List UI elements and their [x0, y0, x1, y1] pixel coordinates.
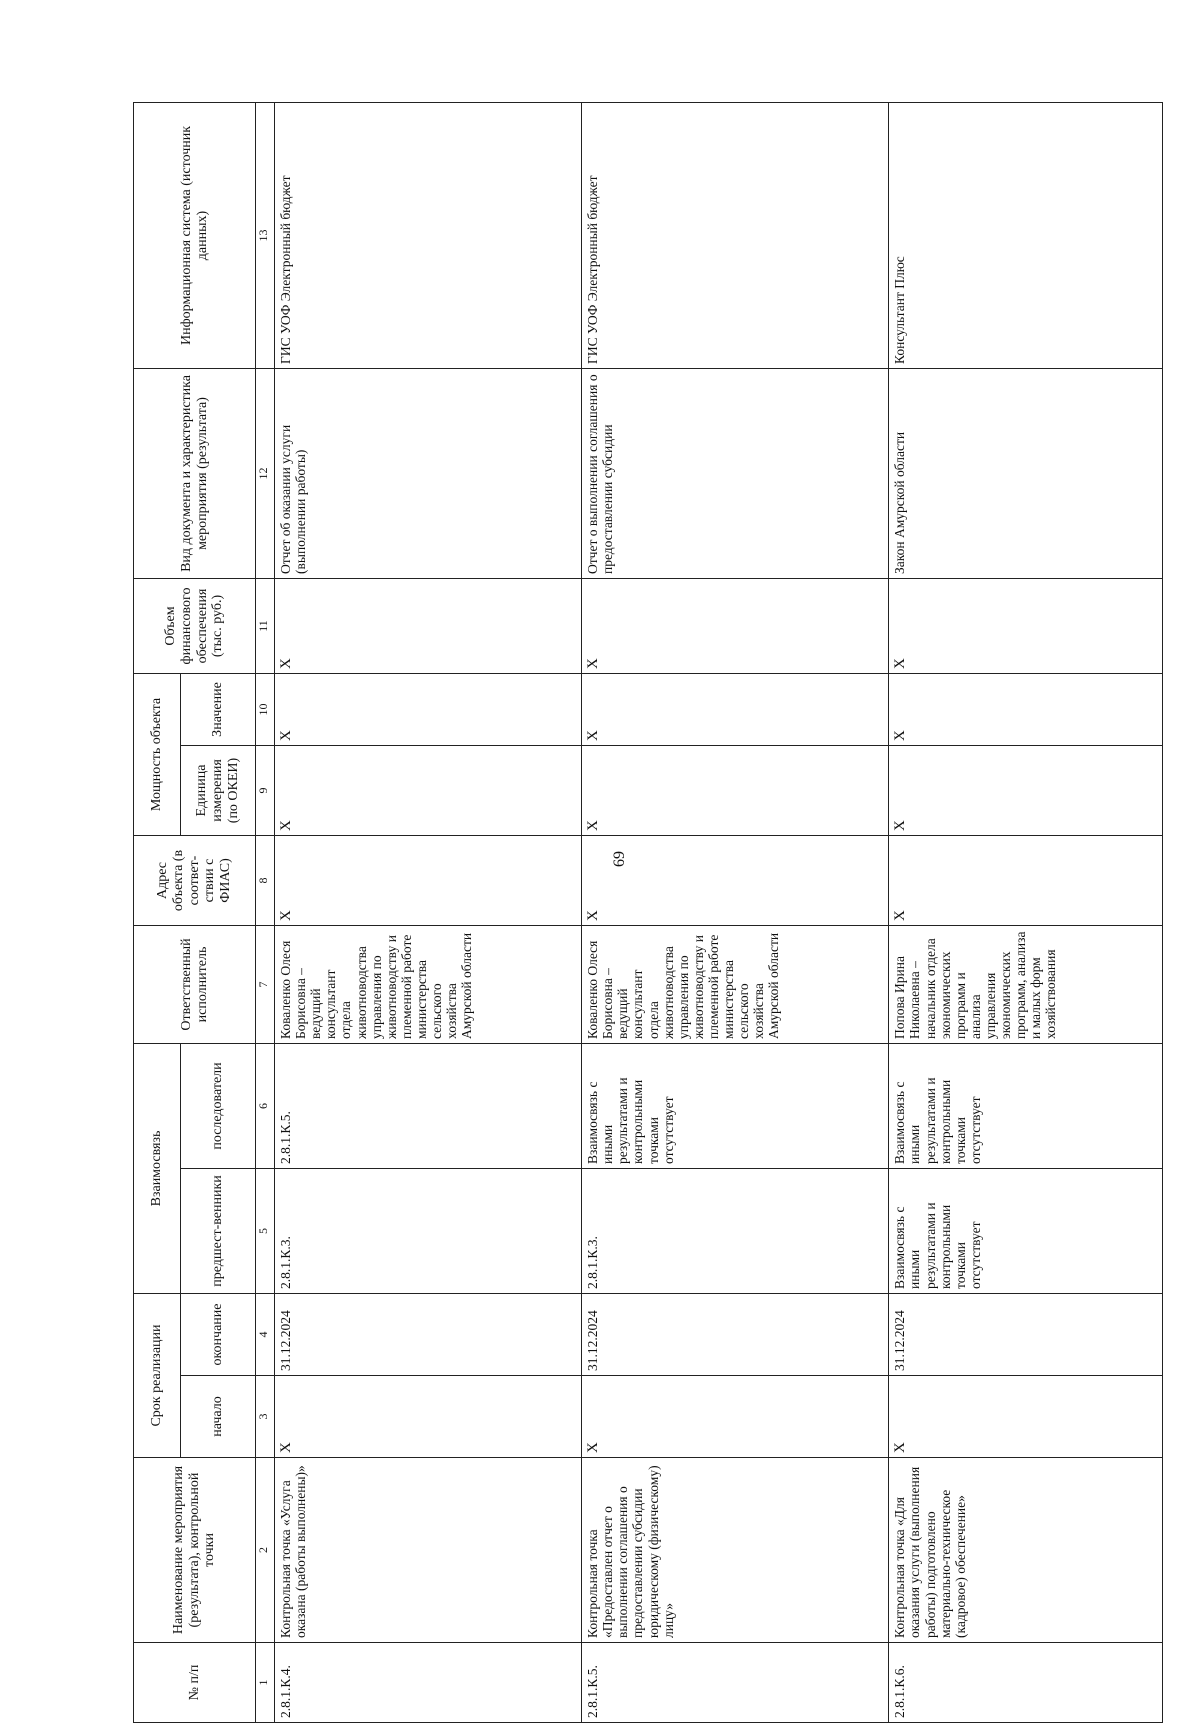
row-start: X	[889, 1376, 1163, 1458]
row-num: 2.8.1.К.6.	[889, 1643, 1163, 1723]
plan-table	[133, 102, 1163, 1723]
table-row	[889, 102, 1163, 1722]
column-number: 5	[256, 1169, 275, 1294]
row-pred: Взаимосвязь с иными результатами и контрольными точками отсутствует	[889, 1169, 1163, 1294]
row-end: 31.12.2024	[275, 1294, 582, 1376]
column-number: 12	[256, 368, 275, 578]
row-responsible: Коваленко Олеся Борисовна – ведущий консультант отдела животноводства управления по животноводству и племенной работе министерства сельского хозяйства Амурской области	[275, 926, 582, 1044]
page-number: 69	[611, 851, 628, 867]
header-link: Взаимосвязь	[134, 1044, 181, 1294]
row-name: Контрольная точка «Услуга оказана (работы выполнены)»	[275, 1458, 582, 1643]
column-number: 11	[256, 578, 275, 673]
column-number: 4	[256, 1294, 275, 1376]
row-address: X	[275, 836, 582, 926]
column-number: 8	[256, 836, 275, 926]
row-succ: 2.8.1.К.5.	[275, 1044, 582, 1169]
header-term: Срок реализации	[134, 1294, 181, 1458]
header-link-succ: последователи	[181, 1044, 256, 1169]
row-start: X	[275, 1376, 582, 1458]
row-unit: X	[889, 746, 1163, 836]
column-number: 3	[256, 1376, 275, 1458]
row-responsible: Коваленко Олеся Борисовна – ведущий консультант отдела животноводства управления по животноводству и племенной работе министерства сельского хозяйства Амурской области	[582, 926, 889, 1044]
row-succ: Взаимосвязь с иными результатами и контрольными точками отсутствует	[582, 1044, 889, 1169]
document-table-container	[133, 103, 1163, 1723]
row-address: X	[582, 836, 889, 926]
header-address: Адрес объекта (в соответ-ствии с ФИАС)	[134, 836, 256, 926]
row-succ: Взаимосвязь с иными результатами и контрольными точками отсутствует	[889, 1044, 1163, 1169]
row-value: X	[275, 673, 582, 745]
column-number: 7	[256, 926, 275, 1044]
header-name: Наименование мероприятия (результата), контрольной точки	[134, 1458, 256, 1643]
table-row	[275, 102, 582, 1722]
header-capacity-value: Значение	[181, 673, 256, 745]
row-num: 2.8.1.К.4.	[275, 1643, 582, 1723]
column-number: 9	[256, 746, 275, 836]
column-number: 1	[256, 1643, 275, 1723]
column-number: 2	[256, 1458, 275, 1643]
row-start: X	[582, 1376, 889, 1458]
column-number: 13	[256, 102, 275, 368]
row-system: Консультант Плюс	[889, 102, 1163, 368]
header-responsible: Ответственный исполнитель	[134, 926, 256, 1044]
row-num: 2.8.1.К.5.	[582, 1643, 889, 1723]
header-finance: Объем финансового обеспечения (тыс. руб.)	[134, 578, 256, 673]
row-finance: X	[275, 578, 582, 673]
row-finance: X	[582, 578, 889, 673]
column-number: 6	[256, 1044, 275, 1169]
row-doc: Закон Амурской области	[889, 368, 1163, 578]
row-name: Контрольная точка «Предоставлен отчет о выполнении соглашения о предоставлении субсидии юридическому (физическому) лицу»	[582, 1458, 889, 1643]
row-finance: X	[889, 578, 1163, 673]
row-address: X	[889, 836, 1163, 926]
table-row	[582, 102, 889, 1722]
header-capacity-unit: Единица измерения (по ОКЕИ)	[181, 746, 256, 836]
header-term-start: начало	[181, 1376, 256, 1458]
row-pred: 2.8.1.К.3.	[582, 1169, 889, 1294]
column-number: 10	[256, 673, 275, 745]
row-value: X	[582, 673, 889, 745]
row-system: ГИС УОФ Электронный бюджет	[275, 102, 582, 368]
header-capacity: Мощность объекта	[134, 673, 181, 835]
row-unit: X	[275, 746, 582, 836]
row-responsible: Попова Ирина Николаевна – начальник отдела экономических программ и анализа управления экономических программ, анализа и малых форм хозяйствования	[889, 926, 1163, 1044]
row-doc: Отчет об оказании услуги (выполнении работы)	[275, 368, 582, 578]
row-unit: X	[582, 746, 889, 836]
row-name: Контрольная точка «Для оказания услуги (выполнения работы) подготовлено материально-техническое (кадровое) обеспечение»	[889, 1458, 1163, 1643]
header-link-pred: предшест-венники	[181, 1169, 256, 1294]
row-end: 31.12.2024	[582, 1294, 889, 1376]
header-num: № п/п	[134, 1643, 256, 1723]
header-term-end: окончание	[181, 1294, 256, 1376]
header-doc: Вид документа и характеристика мероприятия (результата)	[134, 368, 256, 578]
row-system: ГИС УОФ Электронный бюджет	[582, 102, 889, 368]
row-end: 31.12.2024	[889, 1294, 1163, 1376]
header-system: Информационная система (источник данных)	[134, 102, 256, 368]
row-doc: Отчет о выполнении соглашения о предоставлении субсидии	[582, 368, 889, 578]
row-pred: 2.8.1.К.3.	[275, 1169, 582, 1294]
row-value: X	[889, 673, 1163, 745]
